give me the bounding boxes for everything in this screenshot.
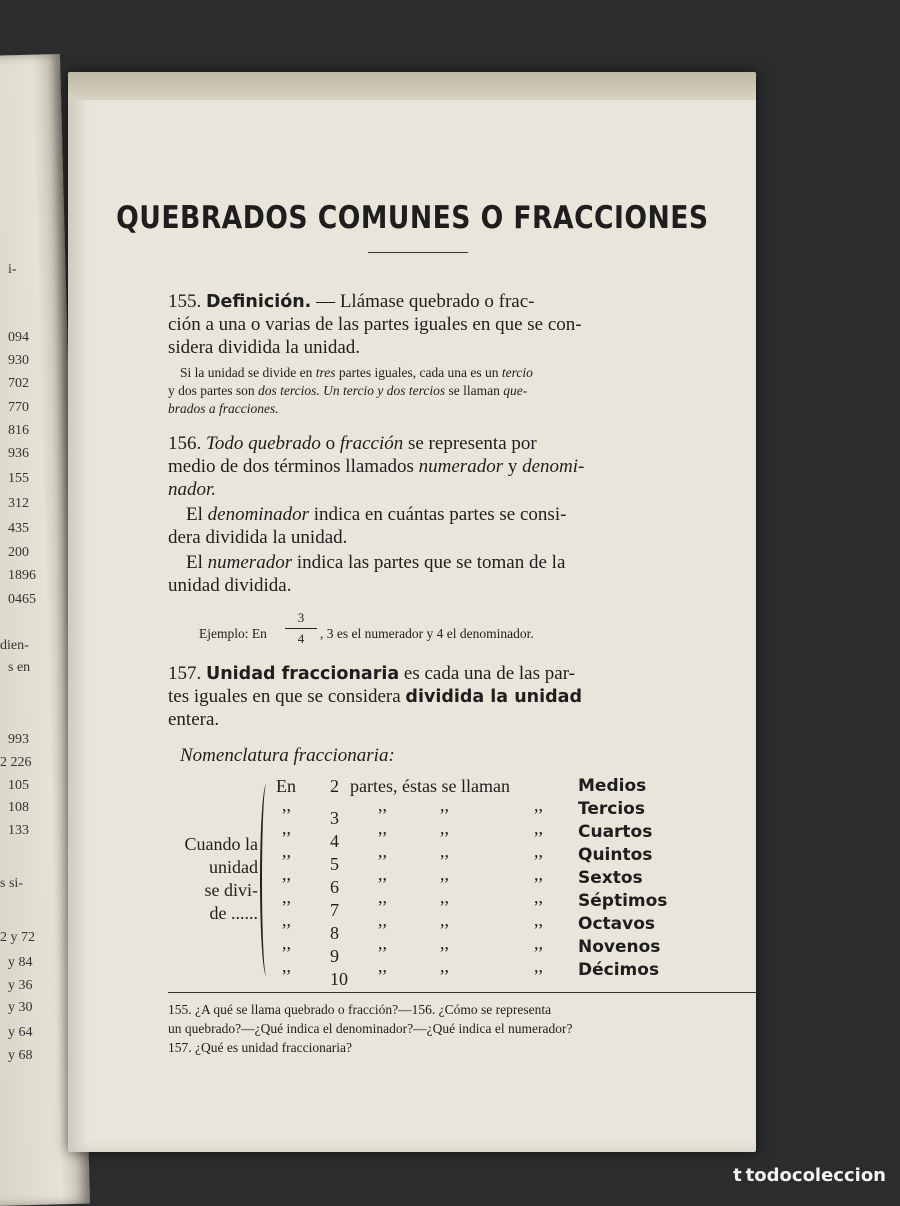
left-margin-line: 936 <box>8 446 29 461</box>
left-margin-line: 094 <box>8 330 29 345</box>
watermark-text: todocoleccion <box>745 1165 886 1186</box>
row-ditto-4: ,, <box>534 933 543 953</box>
row-ditto-4: ,, <box>534 795 543 815</box>
row-ditto-4: ,, <box>534 887 543 907</box>
fraction-numerator: 3 <box>297 610 305 625</box>
row-number: 6 <box>330 877 339 897</box>
left-margin-line: 108 <box>8 800 29 815</box>
left-margin-line: 993 <box>8 732 29 747</box>
example-suffix: , 3 es el numerador y 4 el denominador. <box>320 626 534 641</box>
left-margin-line: y 30 <box>8 1000 33 1015</box>
fraction-name: Medios <box>578 776 647 796</box>
row-ditto-1: ,, <box>282 956 291 976</box>
row-number: 10 <box>330 969 348 989</box>
left-margin-line: 816 <box>8 423 29 438</box>
p157-line1: 157. Unidad fraccionaria es cada una de las par- <box>168 663 575 684</box>
numerador-line2: unidad dividida. <box>168 575 292 596</box>
denominador-line2: dera dividida la unidad. <box>168 527 348 548</box>
left-margin-line: 702 <box>8 376 29 391</box>
row-ditto-3: ,, <box>440 841 449 861</box>
p156-line2: medio de dos términos llamados numerador y denomi- <box>168 456 585 477</box>
row-ditto-4: ,, <box>534 910 543 930</box>
left-margin-line: s en <box>8 660 31 675</box>
left-margin-line: y 64 <box>8 1025 33 1040</box>
title-rule <box>368 252 468 253</box>
row-ditto-3: ,, <box>440 933 449 953</box>
left-margin-line: 770 <box>8 400 29 415</box>
left-margin-line: 155 <box>8 471 29 486</box>
row-number: 3 <box>330 808 339 828</box>
left-margin-line: 1896 <box>8 568 36 583</box>
row-ditto-4: ,, <box>534 956 543 976</box>
watermark-logo: t <box>733 1165 742 1186</box>
row-ditto-3: ,, <box>440 864 449 884</box>
row-ditto-1: ,, <box>282 933 291 953</box>
row-ditto-4: ,, <box>534 841 543 861</box>
row-ditto-1: ,, <box>282 795 291 815</box>
row-number: 5 <box>330 854 339 874</box>
fraction-name: Novenos <box>578 937 661 957</box>
row-ditto-2: ,, <box>378 887 387 907</box>
row-ditto-1: ,, <box>282 910 291 930</box>
left-margin-line: 435 <box>8 521 29 536</box>
row-en: En <box>276 776 296 796</box>
row-number: 2 <box>330 776 339 796</box>
footer-line2: un quebrado?—¿Qué indica el denominador?—¿Qué indica el numerador? <box>168 1021 573 1036</box>
left-margin-line: 200 <box>8 545 29 560</box>
fraction-name: Octavos <box>578 914 656 934</box>
p155-line3: sidera dividida la unidad. <box>168 337 361 358</box>
left-margin-line: y 68 <box>8 1048 33 1063</box>
footer-line3: 157. ¿Qué es unidad fraccionaria? <box>168 1040 353 1055</box>
left-margin-line: 930 <box>8 353 29 368</box>
row-number: 4 <box>330 831 339 851</box>
row-ditto-2: ,, <box>378 818 387 838</box>
left-margin-line: y 84 <box>8 955 33 970</box>
left-margin-line: 133 <box>8 823 29 838</box>
p155-note-line1: Si la unidad se divide en tres partes iguales, cada una es un tercio <box>180 365 533 380</box>
row-ditto-2: ,, <box>378 864 387 884</box>
fraction-name: Séptimos <box>578 891 668 911</box>
row-number: 8 <box>330 923 339 943</box>
left-margin-line: 105 <box>8 778 29 793</box>
cuando-line1: Cuando la <box>184 834 258 854</box>
p157-line3: entera. <box>168 709 220 730</box>
example-fraction <box>281 610 321 647</box>
row-ditto-2: ,, <box>378 795 387 815</box>
left-margin-line: i- <box>8 262 17 277</box>
row-ditto-4: ,, <box>534 818 543 838</box>
p157-line2: tes iguales en que se considera dividida la unidad <box>168 686 582 707</box>
row-ditto-1: ,, <box>282 887 291 907</box>
row-ditto-2: ,, <box>378 956 387 976</box>
page-title: QUEBRADOS COMUNES O FRACCIONES <box>116 200 709 236</box>
watermark <box>733 1165 886 1186</box>
cuando-line4: de ...... <box>209 903 258 923</box>
p156-line1: 156. Todo quebrado o fracción se representa por <box>168 433 537 454</box>
fraction-name: Décimos <box>578 960 660 980</box>
row-parts-text: partes, éstas se llaman <box>350 776 510 796</box>
row-ditto-3: ,, <box>440 910 449 930</box>
left-margin-line: 2 y 72 <box>0 930 35 945</box>
left-margin-line: dien- <box>0 638 29 653</box>
row-ditto-4: ,, <box>534 864 543 884</box>
p156-line3: nador. <box>168 479 217 500</box>
left-margin-line: 0465 <box>8 592 36 607</box>
footer-line1: 155. ¿A qué se llama quebrado o fracción?—156. ¿Cómo se representa <box>168 1002 552 1017</box>
left-margin-line: s si- <box>0 876 23 891</box>
fraction-name: Sextos <box>578 868 643 888</box>
fraction-denominator: 4 <box>297 631 305 646</box>
footer-divider <box>168 992 756 993</box>
row-ditto-3: ,, <box>440 795 449 815</box>
row-ditto-3: ,, <box>440 887 449 907</box>
numerador-line1: El numerador indica las partes que se toman de la <box>186 552 566 573</box>
brace <box>260 784 276 976</box>
left-margin-line: y 36 <box>8 978 33 993</box>
row-ditto-1: ,, <box>282 841 291 861</box>
p155-line2: ción a una o varias de las partes iguales en que se con- <box>168 314 582 335</box>
example-prefix: Ejemplo: En <box>199 626 267 641</box>
row-ditto-3: ,, <box>440 956 449 976</box>
p155-note-line3: brados a fracciones. <box>168 401 279 416</box>
row-ditto-1: ,, <box>282 864 291 884</box>
row-ditto-2: ,, <box>378 933 387 953</box>
denominador-line1: El denominador indica en cuántas partes se consi- <box>186 504 567 525</box>
row-ditto-2: ,, <box>378 910 387 930</box>
fraction-name: Tercios <box>578 799 645 819</box>
fraction-name: Cuartos <box>578 822 653 842</box>
row-number: 7 <box>330 900 339 920</box>
fraction-name: Quintos <box>578 845 653 865</box>
p155-note-line2: y dos partes son dos tercios. Un tercio y dos tercios se llaman que- <box>168 383 528 398</box>
page-content <box>68 72 756 1152</box>
row-number: 9 <box>330 946 339 966</box>
left-margin-line: 2 226 <box>0 755 32 770</box>
fraction-bar <box>285 628 317 629</box>
cuando-line3: se divi- <box>204 880 258 900</box>
book-page <box>68 72 756 1152</box>
row-ditto-1: ,, <box>282 818 291 838</box>
row-ditto-3: ,, <box>440 818 449 838</box>
left-margin-line: 312 <box>8 496 29 511</box>
row-ditto-2: ,, <box>378 841 387 861</box>
nomenclature-heading: Nomenclatura fraccionaria: <box>180 745 395 766</box>
cuando-line2: unidad <box>209 857 258 877</box>
p155-line1: 155. Definición. — Llámase quebrado o frac- <box>168 291 535 312</box>
